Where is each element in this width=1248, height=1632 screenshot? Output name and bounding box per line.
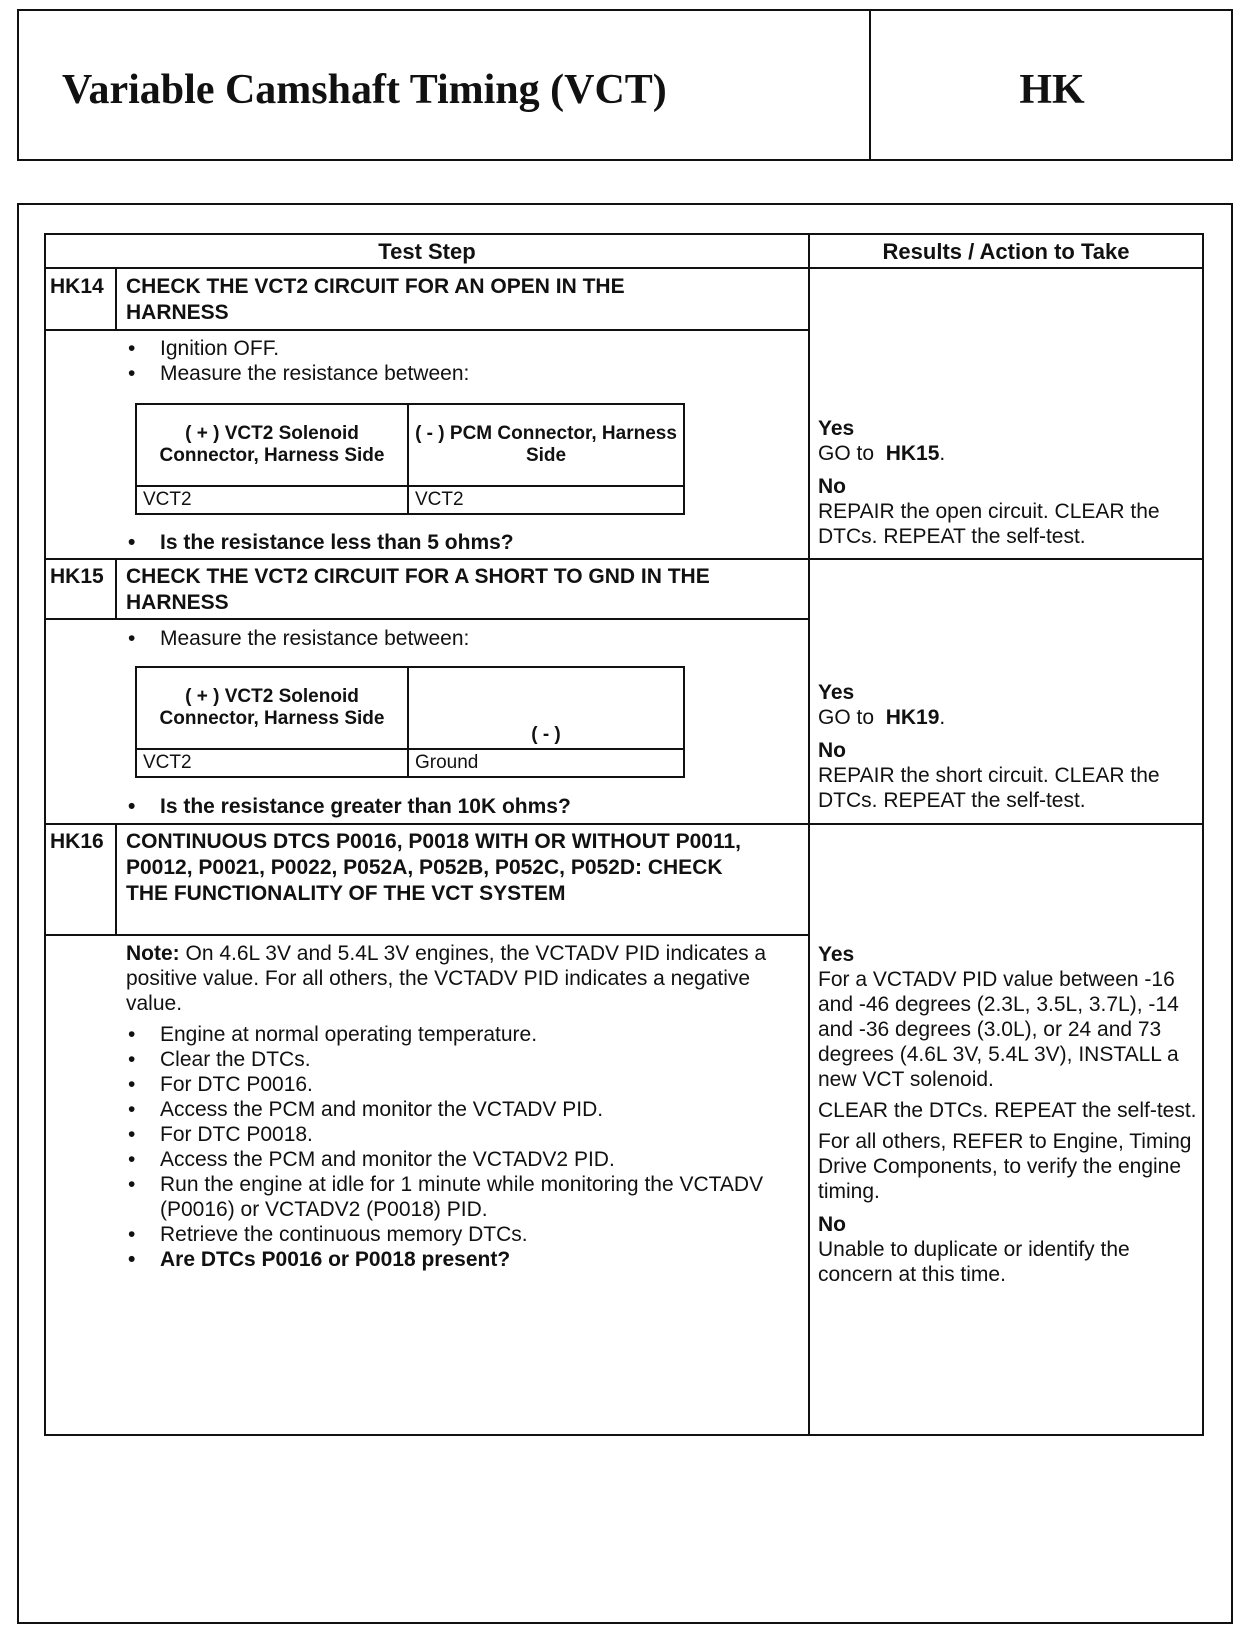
step-question-hk15: [120, 794, 800, 819]
goto-step-link[interactable]: HK15: [885, 442, 940, 465]
yes-action: For a VCTADV PID value between -16 and -46 degrees (2.3L, 3.5L, 3.7L), -14 and -36 degrees (3.0L), or 24 and 73 degrees (4.6L 3V, 5.4L 3V), INSTALL a new VCT solenoid.: [818, 968, 1179, 1091]
column-header-test-step: Test Step: [378, 239, 476, 264]
yes-action: CLEAR the DTCs. REPEAT the self-test.: [818, 1099, 1197, 1122]
results-hk16: [818, 942, 1198, 1287]
no-action: REPAIR the short circuit. CLEAR the DTCs. REPEAT the self-test.: [818, 764, 1160, 812]
step-title-hk15: CHECK THE VCT2 CIRCUIT FOR A SHORT TO GND IN THE HARNESS: [126, 565, 710, 614]
no-action: REPAIR the open circuit. CLEAR the DTCs. REPEAT the self-test.: [818, 500, 1160, 548]
step-title-hk16: CONTINUOUS DTCS P0016, P0018 WITH OR WITHOUT P0011, P0012, P0021, P0022, P052A, P052B, P052C, P052D: CHECK THE FUNCTIONALITY OF THE VCT SYSTEM: [126, 830, 741, 905]
step-note-hk16: [126, 941, 786, 1016]
list-item: • Access the PCM and monitor the VCTADV PID.: [120, 1097, 780, 1122]
meas-value-negative: Ground: [408, 749, 684, 777]
results-hk15: Yes GO to HK19. No REPAIR the short circuit. CLEAR the DTCs. REPEAT the self-test.: [818, 680, 1198, 813]
step-id-hk15: HK15: [50, 565, 104, 588]
meas-header-negative: ( - ): [408, 667, 684, 749]
step-bullets-hk16: [120, 1022, 780, 1272]
list-item: • Are DTCs P0016 or P0018 present?: [120, 1247, 780, 1272]
step-id-hk14: HK14: [50, 275, 104, 298]
yes-action: For all others, REFER to Engine, Timing Drive Components, to verify the engine timing.: [818, 1130, 1192, 1203]
meas-header-positive: ( + ) VCT2 Solenoid Connector, Harness Side: [136, 404, 408, 486]
no-label: No: [818, 1213, 846, 1236]
list-item: • Retrieve the continuous memory DTCs.: [120, 1222, 780, 1247]
measurement-table-hk15: [135, 666, 685, 778]
list-item: • Measure the resistance between:: [120, 626, 800, 651]
list-item: • For DTC P0018.: [120, 1122, 780, 1147]
list-item: • Measure the resistance between:: [120, 361, 800, 386]
goto-step-link[interactable]: HK19: [885, 706, 940, 729]
no-label: No: [818, 739, 846, 762]
meas-header-negative: ( - ) PCM Connector, Harness Side: [408, 404, 684, 486]
yes-action: GO to: [818, 442, 875, 465]
measurement-table-hk14: [135, 403, 685, 515]
meas-header-positive: ( + ) VCT2 Solenoid Connector, Harness Side: [136, 667, 408, 749]
list-item: • Access the PCM and monitor the VCTADV2 PID.: [120, 1147, 780, 1172]
no-label: No: [818, 475, 846, 498]
list-item: • Clear the DTCs.: [120, 1047, 780, 1072]
note-label: Note:: [126, 942, 180, 965]
no-action: Unable to duplicate or identify the concern at this time.: [818, 1238, 1130, 1286]
section-code: HK: [1019, 67, 1085, 113]
yes-label: Yes: [818, 417, 855, 440]
yes-label: Yes: [818, 681, 855, 704]
list-item: • Is the resistance greater than 10K ohms?: [120, 794, 800, 819]
yes-label: Yes: [818, 943, 855, 966]
meas-value-negative: VCT2: [408, 486, 684, 514]
list-item: • Engine at normal operating temperature.: [120, 1022, 780, 1047]
list-item: • Run the engine at idle for 1 minute while monitoring the VCTADV (P0016) or VCTADV2 (P0018) PID.: [120, 1172, 780, 1222]
step-bullets-hk15: [120, 626, 800, 651]
note-text: On 4.6L 3V and 5.4L 3V engines, the VCTADV PID indicates a positive value. For all others, the VCTADV PID indicates a negative value.: [126, 942, 767, 1015]
step-question-hk14: [120, 530, 800, 555]
results-hk14: Yes GO to HK15. No REPAIR the open circuit. CLEAR the DTCs. REPEAT the self-test.: [818, 416, 1198, 549]
yes-action: GO to: [818, 706, 875, 729]
step-bullets-hk14: [120, 336, 800, 386]
list-item: • Is the resistance less than 5 ohms?: [120, 530, 800, 555]
page-title: Variable Camshaft Timing (VCT): [62, 67, 667, 113]
list-item: • For DTC P0016.: [120, 1072, 780, 1097]
step-title-hk14: CHECK THE VCT2 CIRCUIT FOR AN OPEN IN THE HARNESS: [126, 275, 625, 324]
list-item: • Ignition OFF.: [120, 336, 800, 361]
meas-value-positive: VCT2: [136, 749, 408, 777]
meas-value-positive: VCT2: [136, 486, 408, 514]
step-id-hk16: HK16: [50, 830, 104, 853]
column-header-results: Results / Action to Take: [882, 239, 1130, 264]
